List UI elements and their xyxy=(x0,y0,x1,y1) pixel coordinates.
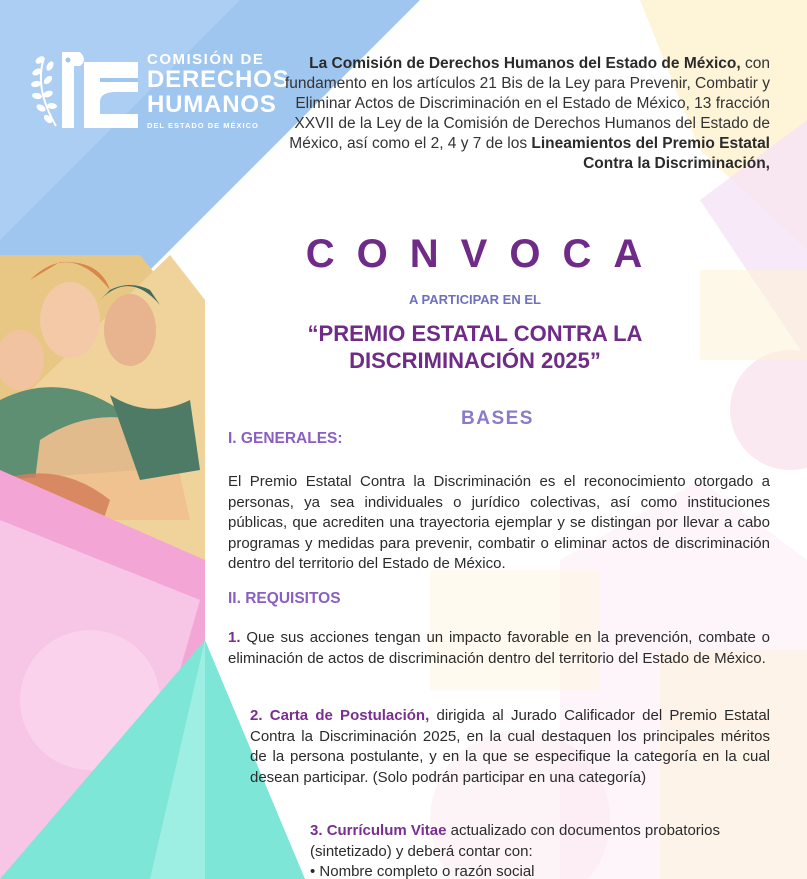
requirement-2-title: Carta de Postulación, xyxy=(269,707,430,724)
requirement-1-text: Que sus acciones tengan un impacto favorable en la prevención, combate o eliminación de actos de discriminación dentro del territorio del Estado de México. xyxy=(228,629,770,667)
participar-subtitle: A PARTICIPAR EN EL xyxy=(409,292,541,307)
bases-heading: BASES xyxy=(461,408,534,429)
requirement-3-text: actualizado con documentos probatorios (sintetizado) y deberá contar con: xyxy=(310,822,720,860)
logo-line-2: DERECHOS xyxy=(147,66,290,93)
requirement-2-number: 2. xyxy=(250,707,263,724)
intro-paragraph xyxy=(275,54,770,174)
convoca-title: CONVOCA xyxy=(305,232,665,276)
requirement-1-number: 1. xyxy=(228,629,241,646)
requirement-3-number: 3. xyxy=(310,822,323,839)
requisitos-heading: II. REQUISITOS xyxy=(228,590,341,607)
logo-line-1: COMISIÓN DE xyxy=(147,51,265,68)
organization-logo xyxy=(30,48,290,138)
intro-bold-guidelines: Lineamientos del Premio Estatal Contra la Discriminación, xyxy=(531,135,770,172)
requirement-3-title: Currículum Vitae xyxy=(326,822,447,839)
requirement-2-text: dirigida al Jurado Calificador del Premio Estatal Contra la Discriminación 2025, en la cual destaquen los principales méritos de la persona postulante, y en la que se especifique la categoría en la cual desean participar. (Solo podrán participar en una categoría) xyxy=(250,707,770,786)
intro-bold-institution: La Comisión de Derechos Humanos del Estado de México, xyxy=(309,55,741,72)
requirement-item-1 xyxy=(228,628,770,669)
generales-heading: I. GENERALES: xyxy=(228,430,343,447)
generales-paragraph: El Premio Estatal Contra la Discriminación es el reconocimiento otorgado a personas, ya sea individuales o jurídico colectivas, así como instituciones públicas, que acrediten una trayectoria ejemplar y se distingan por llevar a cabo programas y medidas para prevenir, combatir o eliminar actos de discriminación dentro del territorio del Estado de México. xyxy=(228,473,770,572)
requirement-item-2 xyxy=(250,706,770,788)
prize-title: “PREMIO ESTATAL CONTRA LA DISCRIMINACIÓN 2025” xyxy=(307,321,643,373)
requirement-item-3 xyxy=(310,821,770,879)
logo-line-4: DEL ESTADO DE MÉXICO xyxy=(147,121,259,130)
dove-leaf-emblem-icon xyxy=(30,48,140,138)
logo-line-3: HUMANOS xyxy=(147,91,277,118)
intro-legal-text: con fundamento en los artículos 21 Bis de la Ley para Prevenir, Combatir y Eliminar Actos de Discriminación en el Estado de México, 13 fracción XXVII de la Ley de la Comisión de Derechos Humanos del Estado de México, así como el 2, 4 y 7 de los xyxy=(284,55,770,152)
requirement-3-bullet-1: • Nombre completo o razón social xyxy=(310,863,535,879)
